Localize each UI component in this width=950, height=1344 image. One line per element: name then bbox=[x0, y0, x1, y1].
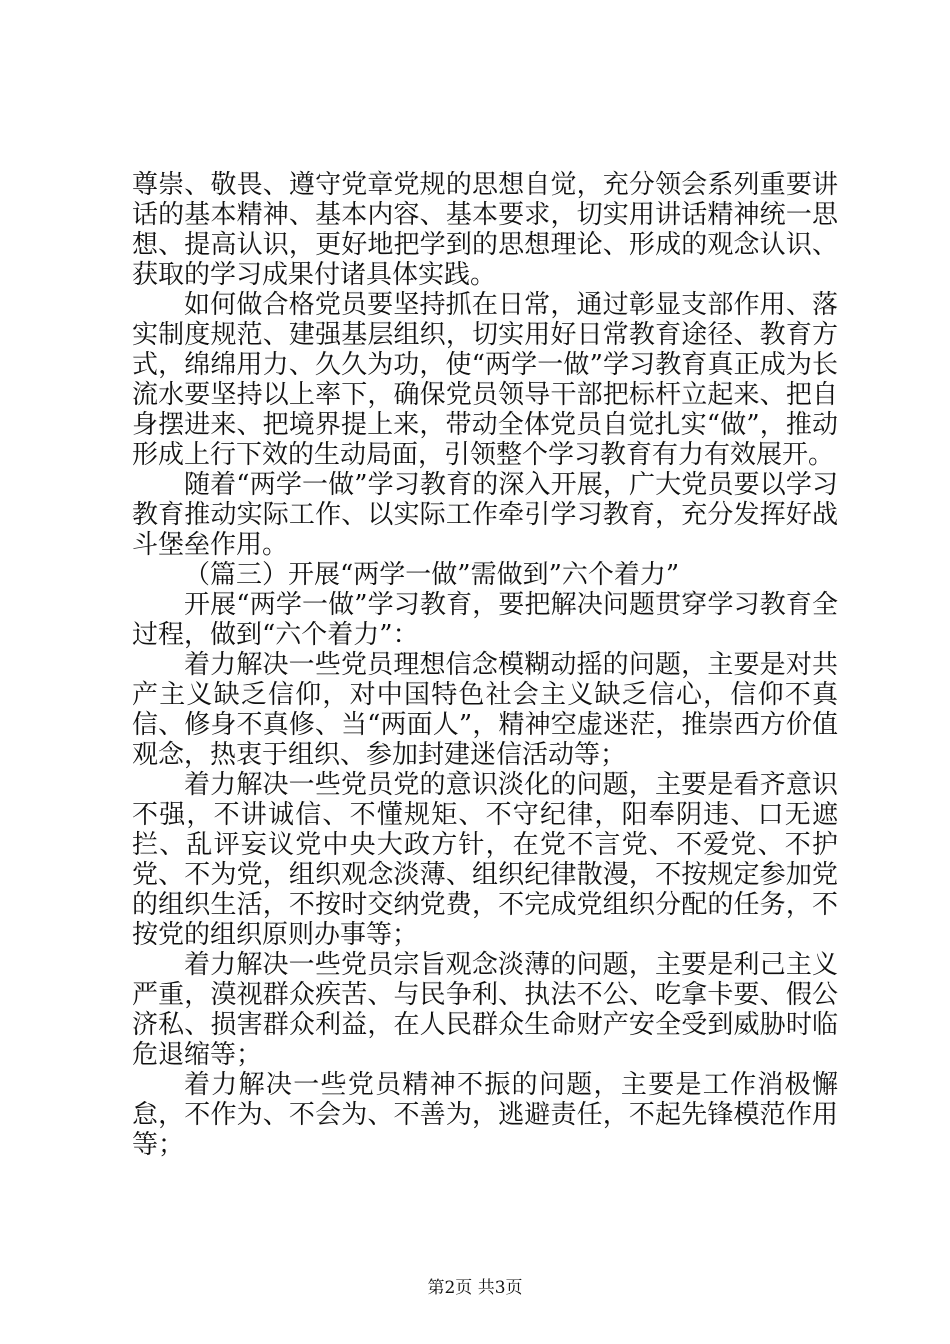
paragraph-6: 着力解决一些党员理想信念模糊动摇的问题，主要是对共产主义缺乏信仰，对中国特色社会主义缺乏信心，信仰不真信、修身不真修、当“两面人”，精神空虚迷茫，推崇西方价值观念，热衷于组织、参加封建迷信活动等； bbox=[132, 650, 838, 770]
paragraph-3: 随着“两学一做”学习教育的深入开展，广大党员要以学习教育推动实际工作、以实际工作牵引学习教育，充分发挥好战斗堡垒作用。 bbox=[132, 470, 838, 560]
section-heading: （篇三）开展“两学一做”需做到”六个着力” bbox=[184, 560, 680, 590]
page-number-footer: 第2页 共3页 bbox=[427, 1278, 523, 1298]
paragraph-7: 着力解决一些党员党的意识淡化的问题，主要是看齐意识不强，不讲诚信、不懂规矩、不守纪律，阳奉阴违、口无遮拦、乱评妄议党中央大政方针，在党不言党、不爱党、不护党、不为党，组织观念淡薄、组织纪律散漫，不按规定参加党的组织生活，不按时交纳党费，不完成党组织分配的任务，不按党的组织原则办事等； bbox=[132, 770, 838, 950]
paragraph-9: 着力解决一些党员精神不振的问题，主要是工作消极懈怠，不作为、不会为、不善为，逃避责任，不起先锋模范作用等； bbox=[132, 1070, 838, 1160]
paragraph-5: 开展“两学一做”学习教育，要把解决问题贯穿学习教育全过程，做到“六个着力”： bbox=[132, 590, 838, 650]
paragraph-2: 如何做合格党员要坚持抓在日常，通过彰显支部作用、落实制度规范、建强基层组织，切实用好日常教育途径、教育方式，绵绵用力、久久为功，使“两学一做”学习教育真正成为长流水要坚持以上率下，确保党员领导干部把标杆立起来、把自身摆进来、把境界提上来，带动全体党员自觉扎实“做”，推动形成上行下效的生动局面，引领整个学习教育有力有效展开。 bbox=[132, 290, 838, 470]
paragraph-1: 尊崇、敬畏、遵守党章党规的思想自觉，充分领会系列重要讲话的基本精神、基本内容、基本要求，切实用讲话精神统一思想、提高认识，更好地把学到的思想理论、形成的观念认识、获取的学习成果付诸具体实践。 bbox=[132, 170, 838, 290]
paragraph-8: 着力解决一些党员宗旨观念淡薄的问题，主要是利己主义严重，漠视群众疾苦、与民争利、执法不公、吃拿卡要、假公济私、损害群众利益，在人民群众生命财产安全受到威胁时临危退缩等； bbox=[132, 950, 838, 1070]
document-body bbox=[132, 170, 838, 1160]
